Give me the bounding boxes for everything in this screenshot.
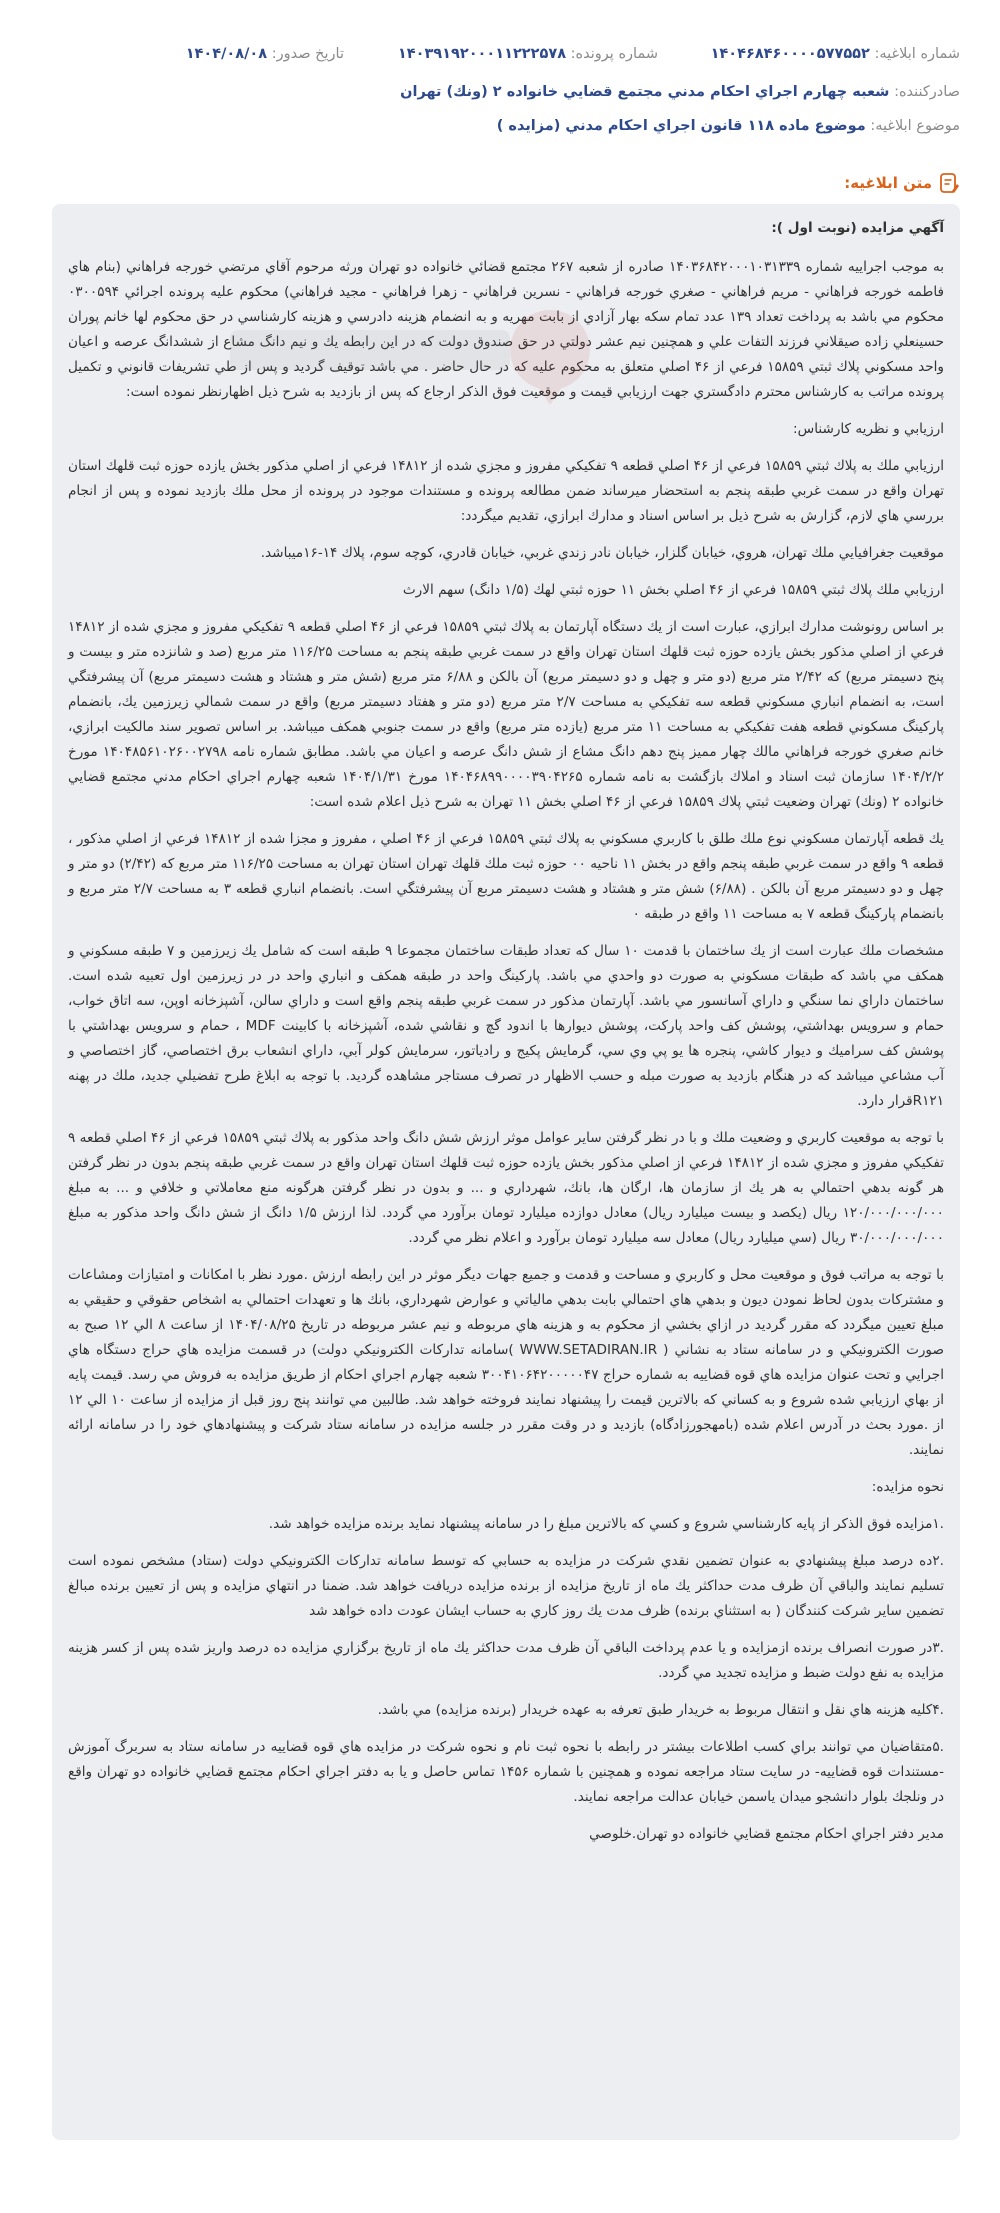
issuer-value: شعبه چهارم اجراي احكام مدني مجتمع قضايي خانواده ۲ (ونك) تهران [400, 84, 890, 100]
notice-paragraph: ارزيابي و نظريه كارشناس: [793, 421, 944, 437]
notice-paragraph: با توجه به مراتب فوق و موقعيت محل و كاربري و مساحت و قدمت و جميع جهات ديگر موثر در اين رابطه ارزش .مورد نظر با امكانات و امتيازات ومشاعات و مشتركات بدون لحاظ نمودن ديون و بدهي هاي احتمالي بابت بدهي مالياتي و عوارض شهرداري، بانك ها و تعهدات احتمالي به اشخاص حقوقي و حقيقي به مبلغ تعيين ميگردد كه مقرر گرديد در ازاي بخشي از محكوم به و هزينه هاي مربوطه و نيم عشر مربوطه در تاريخ ۱۴۰۴/۰۸/۲۵ از ساعت ۸ الي ۱۲ صبح به صورت الكترونيكي و در سامانه ستاد به نشاني ( WWW.SETADIRAN.IR )سامانه تداركات الكترونيكي دولت) در قسمت مزايده هاي حراج دستگاه هاي اجرايي و تحت عنوان مزايده هاي قوه قضاييه به شماره حراج ۳۰۰۴۱۰۶۴۲۰۰۰۰۰۴۷ شعبه چهارم اجراي احكام از طريق مزايده به فروش مي رسد. قيمت پايه از بهاي ارزيابي شده شروع و به كساني كه بالاترين قيمت را پيشنهاد نمايند فروخته خواهد شد. طالبين مي توانند پنج روز قبل از مزايده از ساعت ۱۰ الي ۱۲ از .مورد بحث در آدرس اعلام شده (بامهجورزادگاه) بازديد و در وقت مقرر در جلسه مزايده در سامانه ستاد شركت و پيشنهادهاي خود را در سامانه ارائه نمايند. [68, 1267, 944, 1458]
notice-number: شماره ابلاغیه: ۱۴۰۴۶۸۴۶۰۰۰۰۵۷۷۵۵۲ [710, 46, 960, 62]
notice-paragraph: بر اساس رونوشت مدارك ابرازي، عبارت است از يك دستگاه آپارتمان به پلاك ثبتي ۱۵۸۵۹ فرعي از ۴۶ اصلي قطعه ۹ تفكيكي مفروز و مجزي شده از ۱۴۸۱۲ فرعي از اصلي مذكور بخش يازده حوزه ثبت قلهك استان تهران واقع در سمت غربي طبقه پنجم به مساحت ۱۱۶/۲۵ متر مربع (صد و شانزده متر و بيست و پنج دسيمتر مربع) كه ۲/۴۲ متر مربع (دو متر و چهل و دو دسيمتر مربع) آن بالكن و ۶/۸۸ متر مربع (شش متر و هشتاد و هشت دسيمتر مربع) آن پيشرفتگي است، به انضمام انباري مسكوني قطعه سه تفكيكي به مساحت ۲/۷ متر مربع (دو متر و هفتاد دسيمتر مربع) واقع در سمت شمالي زيرزمين يك، بانضمام پاركينگ مسكوني قطعه هفت تفكيكي به مساحت ۱۱ متر مربع (يازده متر مربع) واقع در سمت جنوبي همكف ميباشد. بر اساس تصوير سند مالكيت ابرازي، خانم صغري خورجه فراهاني مالك چهار مميز پنج دهم دانگ مشاع از شش دانگ عرصه و اعيان مي باشد. مطابق شماره نامه ۱۴۰۴۸۵۶۱۰۲۶۰۰۲۷۹۸ مورخ ۱۴۰۴/۲/۲ سازمان ثبت اسناد و املاك بازگشت به نامه شماره ۱۴۰۴۶۸۹۹۰۰۰۰۳۹۰۴۲۶۵ مورخ ۱۴۰۴/۱/۳۱ شعبه چهارم اجراي احكام مدني مجتمع قضايي خانواده ۲ (ونك) تهران وضعيت ثبتي پلاك ۱۵۸۵۹ فرعي از ۴۶ اصلي بخش ۱۱ تهران به شرح ذيل اعلام شده است: [68, 619, 944, 810]
notice-paragraph: ارزيابي ملك به پلاك ثبتي ۱۵۸۵۹ فرعي از ۴۶ اصلي قطعه ۹ تفكيكي مفروز و مجزي شده از ۱۴۸۱۲ فرعي از اصلي مذكور بخش يازده حوزه ثبت قلهك استان تهران واقع در سمت غربي طبقه پنجم به استحضار ميرساند ضمن مطالعه پرونده و مستندات موجود در پرونده از محل ملك بازديد نموده و پس از انجام بررسي هاي لازم، گزارش به شرح ذيل بر اساس اسناد و مدارك ابرازي، تقديم ميگردد: [68, 458, 944, 524]
notice-paragraph: .۲ده درصد مبلغ پيشنهادي به عنوان تضمين نقدي شركت در مزايده به حسابي كه توسط سامانه تداركات الكترونيكي دولت (ستاد) مشخص نموده است تسليم نمايند والباقي آن ظرف مدت حداكثر يك ماه از تاريخ مزايده از برنده مزايده دريافت خواهد شد. ضمنا در انتهاي مزايده و پس از تعيين برنده مبالغ تضمين ساير شركت كنندگان ( به استثناي برنده) ظرف مدت يك روز كاري به حساب ايشان عودت داده خواهد شد [68, 1553, 944, 1619]
issue-date: تاریخ صدور: ۱۴۰۴/۰۸/۰۸ [185, 46, 344, 62]
notice-body [52, 204, 960, 2140]
notice-paragraph: با توجه به موقعيت كاربري و وضعيت ملك و با در نظر گرفتن ساير عوامل موثر ارزش شش دانگ واحد مذكور به پلاك ثبتي ۱۵۸۵۹ فرعي از ۴۶ اصلي قطعه ۹ تفكيكي مفروز و مجزي شده از ۱۴۸۱۲ فرعي از اصلي مذكور بخش يازده حوزه ثبت قلهك استان تهران واقع در سمت غربي طبقه پنجم بدون در نظر گرفتن هر گونه بدهي احتمالي به هر يك از سازمان ها، ارگان ها، بانك، شهرداري و ... و بدون در نظر گرفتن هرگونه منع معاملاتي و خلافي و ... به مبلغ ۱۲۰/۰۰۰/۰۰۰/۰۰۰ ريال (يكصد و بيست ميليارد ريال) معادل دوازده ميليارد تومان برآورد مي گردد. لذا ارزش ۱/۵ دانگ از شش دانگ واحد مذكور به مبلغ ۳۰/۰۰۰/۰۰۰/۰۰۰ ريال (سي ميليارد ريال) معادل سه ميليارد تومان برآورد و اعلام نظر مي گردد. [68, 1130, 945, 1246]
notice-paragraph: .۴كليه هزينه هاي نقل و انتقال مربوط به خريدار طبق تعرفه به عهده خريدار (برنده مزايده) مي باشد. [377, 1702, 944, 1718]
notice-paragraph: نحوه مزايده: [871, 1479, 944, 1495]
section-title: متن ابلاغیه: [844, 174, 932, 192]
notice-paragraph: .۳در صورت انصراف برنده ازمزايده و يا عدم پرداخت الباقي آن ظرف مدت حداكثر يك ماه از تاريخ برگزاري مزايده ده درصد واريز شده پس از كسر هزينه مزايده به نفع دولت ضبط و مزايده تجديد مي گردد. [68, 1640, 944, 1681]
issuer-line: صادرکننده: شعبه چهارم اجراي احكام مدني مجتمع قضايي خانواده ۲ (ونك) تهران [400, 84, 960, 100]
notice-paragraph: مدير دفتر اجراي احكام مجتمع قضايي خانواده دو تهران.خلوصي [589, 1826, 944, 1842]
notice-paragraph: .۵متقاضيان مي توانند براي كسب اطلاعات بيشتر در رابطه با نحوه ثبت نام و نحوه شركت در مزايده هاي قوه قضاييه در سامانه ستاد به سربرگ آموزش -مستندات قوه قضاييه- در سايت ستاد مراجعه نموده و همچنين با شماره ۱۴۵۶ تماس حاصل و يا به دفتر اجراي احكام مجتمع قضايي خانواده دو تهران واقع در ونلجك بلوار دانشجو ميدان ياسمن خيابان عدالت مراجعه نمايند. [68, 1739, 944, 1805]
notice-paragraph: به موجب اجراييه شماره ۱۴۰۳۶۸۴۲۰۰۰۱۰۳۱۳۳۹ صادره از شعبه ۲۶۷ مجتمع قضائي خانواده دو تهران ورثه مرحوم آقاي مرتضي خورجه فراهاني (بنام هاي فاطمه خورجه فراهاني - مريم فراهاني - صغري خورجه فراهاني - نسرين فراهاني - زهرا فراهاني - مجيد فراهاني) محكوم عليه پرونده اجرائي ۰۳۰۰۵۹۴ محكوم مي باشد به پرداخت تعداد ۱۳۹ عدد تمام سكه بهار آزادي از بابت مهريه و به انضمام هزينه دادرسي و هزينه كارشناسي در حق محكوم لها خانم پوران حسينعلي زاده صيقلاني فرزند التفات علي و همچنين نيم عشر دولتي در حق صندوق دولت كه در اين رابطه يك و نيم دانگ مشاع از ششدانگ عرصه و اعيان واحد مسكوني پلاك ثبتي ۱۵۸۵۹ فرعي از ۴۶ اصلي متعلق به محكوم عليه كه در حال حاضر . مي باشد توقيف گرديد و پس از طي تشريفات قانوني و تكميل پرونده مراتب به كارشناس محترم دادگستري جهت ارزيابي قيمت و موقعيت فوق الذكر ارجاع كه پس از بازديد به شرح ذيل اظهارنظر نموده است: [68, 259, 945, 400]
subject-value: موضوع ماده ۱۱۸ قانون اجراي احكام مدني (مزايده ) [496, 118, 866, 134]
paragraph-list [68, 216, 944, 1847]
notice-paragraph: آگهي مزايده (نوبت اول ): [771, 220, 944, 236]
case-number: شماره پرونده: ۱۴۰۳۹۱۹۲۰۰۰۱۱۲۲۲۵۷۸ [397, 46, 658, 62]
document-edit-icon [938, 172, 960, 194]
notice-meta [0, 46, 1000, 70]
notice-paragraph: .۱مزايده فوق الذكر از پايه كارشناسي شروع و كسي كه بالاترين مبلغ را در سامانه پيشنهاد نمايد برنده مزايده خواهد شد. [268, 1516, 944, 1532]
notice-paragraph: ارزيابي ملك پلاك ثبتي ۱۵۸۵۹ فرعي از ۴۶ اصلي بخش ۱۱ حوزه ثبتي لهك (۱/۵ دانگ) سهم الارث [402, 582, 944, 598]
section-header [844, 170, 960, 196]
notice-paragraph: يك قطعه آپارتمان مسكوني نوع ملك طلق با كاربري مسكوني به پلاك ثبتي ۱۵۸۵۹ فرعي از ۴۶ اصلي ، مفروز و مجزا شده از ۱۴۸۱۲ فرعي از اصلي مذكور ، قطعه ۹ واقع در سمت غربي طبقه پنجم واقع در بخش ۱۱ ناحيه ۰۰ حوزه ثبت ملك قلهك تهران استان تهران به مساحت ۱۱۶/۲۵ متر مربع كه (۲/۴۲) دو متر و چهل و دو دسيمتر مربع آن بالكن . (۶/۸۸) شش متر و هشتاد و هشت دسيمتر مربع آن پيشرفتگي است. بانضمام انباري قطعه ۳ به مساحت ۲/۷ متر مربع و بانضمام پاركينگ قطعه ۷ به مساحت ۱۱ واقع در طبقه ۰ [68, 831, 945, 922]
subject-line: موضوع ابلاغیه: موضوع ماده ۱۱۸ قانون اجراي احكام مدني (مزايده ) [496, 118, 960, 134]
notice-paragraph: موقعيت جغرافيايي ملك تهران، هروي، خيابان گلزار، خيابان نادر زندي غربي، خيابان قادري، كوچه سوم، پلاك ۱۴-۱۶ميباشد. [260, 545, 944, 561]
notice-paragraph: مشخصات ملك عبارت است از يك ساختمان با قدمت ۱۰ سال كه تعداد طبقات ساختمان مجموعا ۹ طبقه است كه شامل يك زيرزمين و ۷ طبقه مسكوني و همكف مي باشد كه طبقات مسكوني به صورت دو واحدي مي باشد. پاركينگ واحد در طبقه همكف و انباري واحد در در زيرزمين اول تعبيه شده است. ساختمان داراي نما سنگي و داراي آسانسور مي باشد. آپارتمان مذكور در سمت غربي طبقه پنجم واقع است و داراي سالن، آشپزخانه اوپن، سه اتاق خواب، حمام و سرويس بهداشتي، پوشش كف واحد پاركت، پوشش ديوارها با اندود گچ و نقاشي شده، آشپزخانه با كابينت MDF ، حمام و سرويس بهداشتي با پوشش كف سراميك و ديوار كاشي، پنجره ها يو پي وي سي، گرمايش پكيج و رادياتور، سرمايش كولر آبي، داراي انشعاب برق اختصاصي، گاز اختصاصي و آب مشاعي ميباشد كه در هنگام بازديد به صورت مبله و حسب الاظهار در تصرف مستاجر مشاهده گرديد. با توجه به ابلاغ طرح تفضيلي جديد، ملك در پهنه R۱۲۱قرار دارد. [68, 943, 945, 1109]
